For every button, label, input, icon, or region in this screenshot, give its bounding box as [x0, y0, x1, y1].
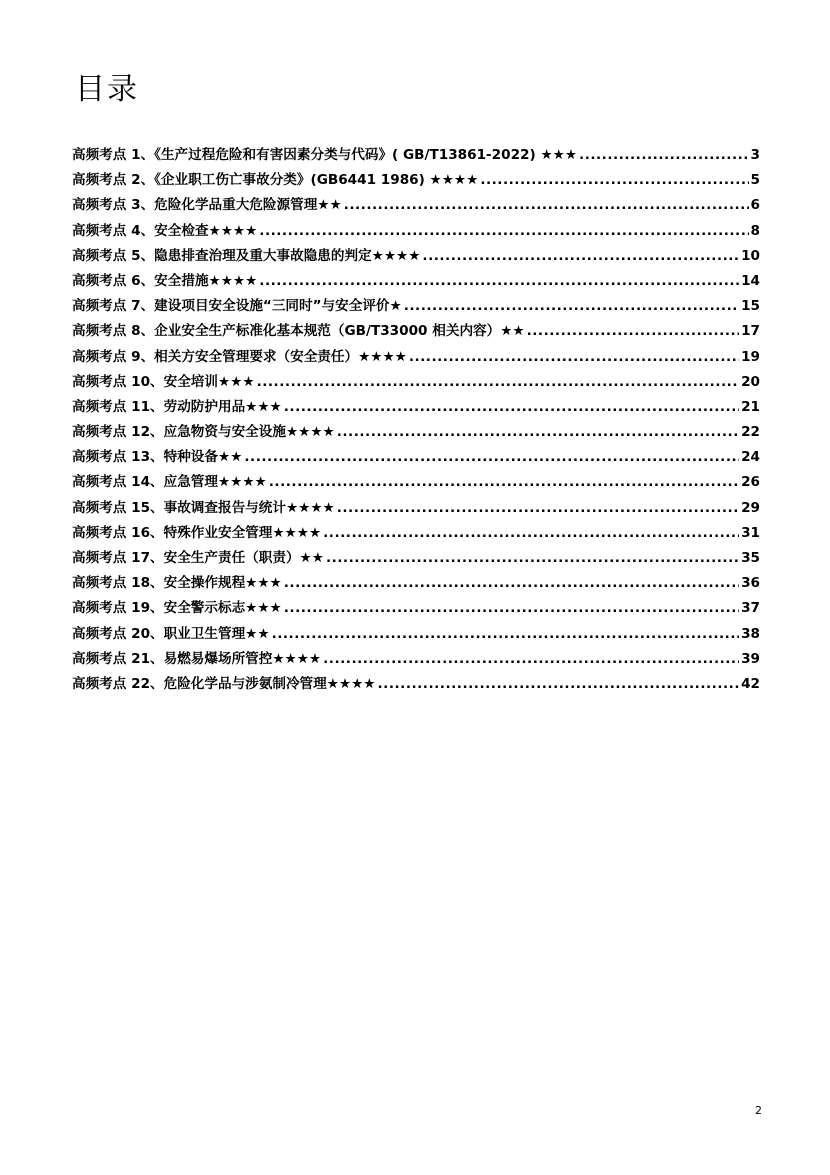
toc-entry[interactable]	[72, 496, 760, 521]
toc-entry-page-number: 29	[741, 499, 760, 516]
toc-dot-leader	[480, 168, 748, 193]
toc-entry[interactable]	[72, 420, 760, 445]
toc-entry-label: 高频考点 11、劳动防护用品★★★	[72, 398, 282, 415]
toc-entry-label: 高频考点 9、相关方安全管理要求（安全责任）★★★★	[72, 348, 407, 365]
toc-entry-page-number: 22	[741, 424, 760, 441]
toc-dot-leader	[404, 294, 739, 319]
toc-dot-leader	[269, 470, 739, 495]
toc-dot-leader	[422, 244, 739, 269]
toc-entry-page-number: 20	[741, 373, 760, 390]
toc-entry-label: 高频考点 15、事故调查报告与统计★★★★	[72, 499, 335, 516]
toc-dot-leader	[344, 193, 749, 218]
page-number: 2	[755, 1104, 762, 1117]
toc-dot-leader	[284, 571, 739, 596]
toc-entry-label: 高频考点 10、安全培训★★★	[72, 373, 255, 390]
toc-dot-leader	[284, 596, 739, 621]
toc-dot-leader	[579, 143, 749, 168]
toc-dot-leader	[378, 672, 740, 697]
toc-entry-page-number: 21	[741, 398, 760, 415]
toc-dot-leader	[244, 445, 739, 470]
toc-dot-leader	[259, 269, 739, 294]
toc-dot-leader	[409, 345, 739, 370]
toc-entry-label: 高频考点 7、建设项目安全设施“三同时”与安全评价★	[72, 298, 402, 315]
page-title: 目录	[75, 72, 139, 107]
toc-entry-label: 高频考点 16、特殊作业安全管理★★★★	[72, 524, 322, 541]
toc-entry-page-number: 5	[750, 172, 760, 189]
toc-entry-page-number: 3	[750, 147, 760, 163]
toc-entry-label: 高频考点 20、职业卫生管理★★	[72, 625, 270, 642]
toc-entry-page-number: 6	[750, 197, 760, 214]
toc-entry-page-number: 39	[741, 650, 760, 667]
toc-entry-label: 高频考点 1、《生产过程危险和有害因素分类与代码》( GB/T13861-2022) ★★★	[72, 147, 578, 163]
toc-entry[interactable]	[72, 244, 760, 269]
toc-entry[interactable]	[72, 294, 760, 319]
toc-entry[interactable]	[72, 345, 760, 370]
toc-entry-page-number: 36	[741, 575, 760, 592]
toc-entry[interactable]	[72, 445, 760, 470]
toc-entry[interactable]	[72, 168, 760, 193]
toc-entry[interactable]	[72, 647, 760, 672]
toc-entry-label: 高频考点 2、《企业职工伤亡事故分类》(GB6441 1986) ★★★★	[72, 172, 479, 189]
toc-entry-page-number: 35	[741, 550, 760, 566]
toc-entry-label: 高频考点 14、应急管理★★★★	[72, 474, 267, 491]
toc-entry-page-number: 26	[741, 474, 760, 491]
toc-entry[interactable]	[72, 596, 760, 621]
toc-entry-page-number: 14	[741, 272, 760, 289]
toc-entry-page-number: 31	[741, 524, 760, 541]
toc-entry[interactable]	[72, 622, 760, 647]
toc-entry-label: 高频考点 4、安全检查★★★★	[72, 222, 258, 239]
toc-entry-page-number: 42	[741, 675, 760, 692]
toc-dot-leader	[272, 622, 740, 647]
toc-dot-leader	[284, 395, 739, 420]
toc-entry[interactable]	[72, 193, 760, 218]
toc-entry-page-number: 10	[741, 247, 760, 264]
toc-entry-page-number: 24	[741, 449, 760, 466]
toc-entry-label: 高频考点 18、安全操作规程★★★	[72, 575, 282, 592]
toc-entry-label: 高频考点 22、危险化学品与涉氨制冷管理★★★★	[72, 675, 376, 692]
toc-entry-page-number: 37	[741, 600, 760, 617]
toc-entry[interactable]	[72, 672, 760, 697]
toc-entry-label: 高频考点 21、易燃易爆场所管控★★★★	[72, 650, 322, 667]
toc-entry-page-number: 15	[741, 298, 760, 315]
toc-entry[interactable]	[72, 370, 760, 395]
toc-entry-label: 高频考点 6、安全措施★★★★	[72, 272, 258, 289]
toc-entry[interactable]	[72, 143, 760, 168]
toc-dot-leader	[323, 647, 739, 672]
toc-dot-leader	[323, 521, 739, 546]
toc-entry[interactable]	[72, 470, 760, 495]
toc-entry[interactable]	[72, 319, 760, 344]
toc-entry[interactable]	[72, 546, 760, 571]
toc-entry[interactable]	[72, 395, 760, 420]
toc-entry-page-number: 38	[741, 625, 760, 642]
toc-entry-page-number: 8	[750, 222, 760, 239]
toc-dot-leader	[326, 546, 739, 571]
toc-entry-label: 高频考点 8、企业安全生产标准化基本规范（GB/T33000 相关内容）★★	[72, 323, 525, 340]
table-of-contents	[72, 143, 760, 697]
toc-dot-leader	[337, 496, 739, 521]
toc-entry[interactable]	[72, 219, 760, 244]
toc-entry-label: 高频考点 12、应急物资与安全设施★★★★	[72, 424, 335, 441]
toc-entry[interactable]	[72, 269, 760, 294]
toc-entry[interactable]	[72, 521, 760, 546]
toc-entry-label: 高频考点 19、安全警示标志★★★	[72, 600, 282, 617]
toc-entry-label: 高频考点 17、安全生产责任（职责）★★	[72, 550, 324, 566]
toc-entry-label: 高频考点 5、隐患排查治理及重大事故隐患的判定★★★★	[72, 247, 421, 264]
toc-entry-label: 高频考点 3、危险化学品重大危险源管理★★	[72, 197, 342, 214]
toc-dot-leader	[527, 319, 739, 344]
toc-entry-page-number: 19	[741, 348, 760, 365]
toc-dot-leader	[257, 370, 740, 395]
toc-dot-leader	[259, 219, 748, 244]
toc-entry[interactable]	[72, 571, 760, 596]
toc-entry-label: 高频考点 13、特种设备★★	[72, 449, 243, 466]
toc-dot-leader	[337, 420, 739, 445]
toc-entry-page-number: 17	[741, 323, 760, 340]
